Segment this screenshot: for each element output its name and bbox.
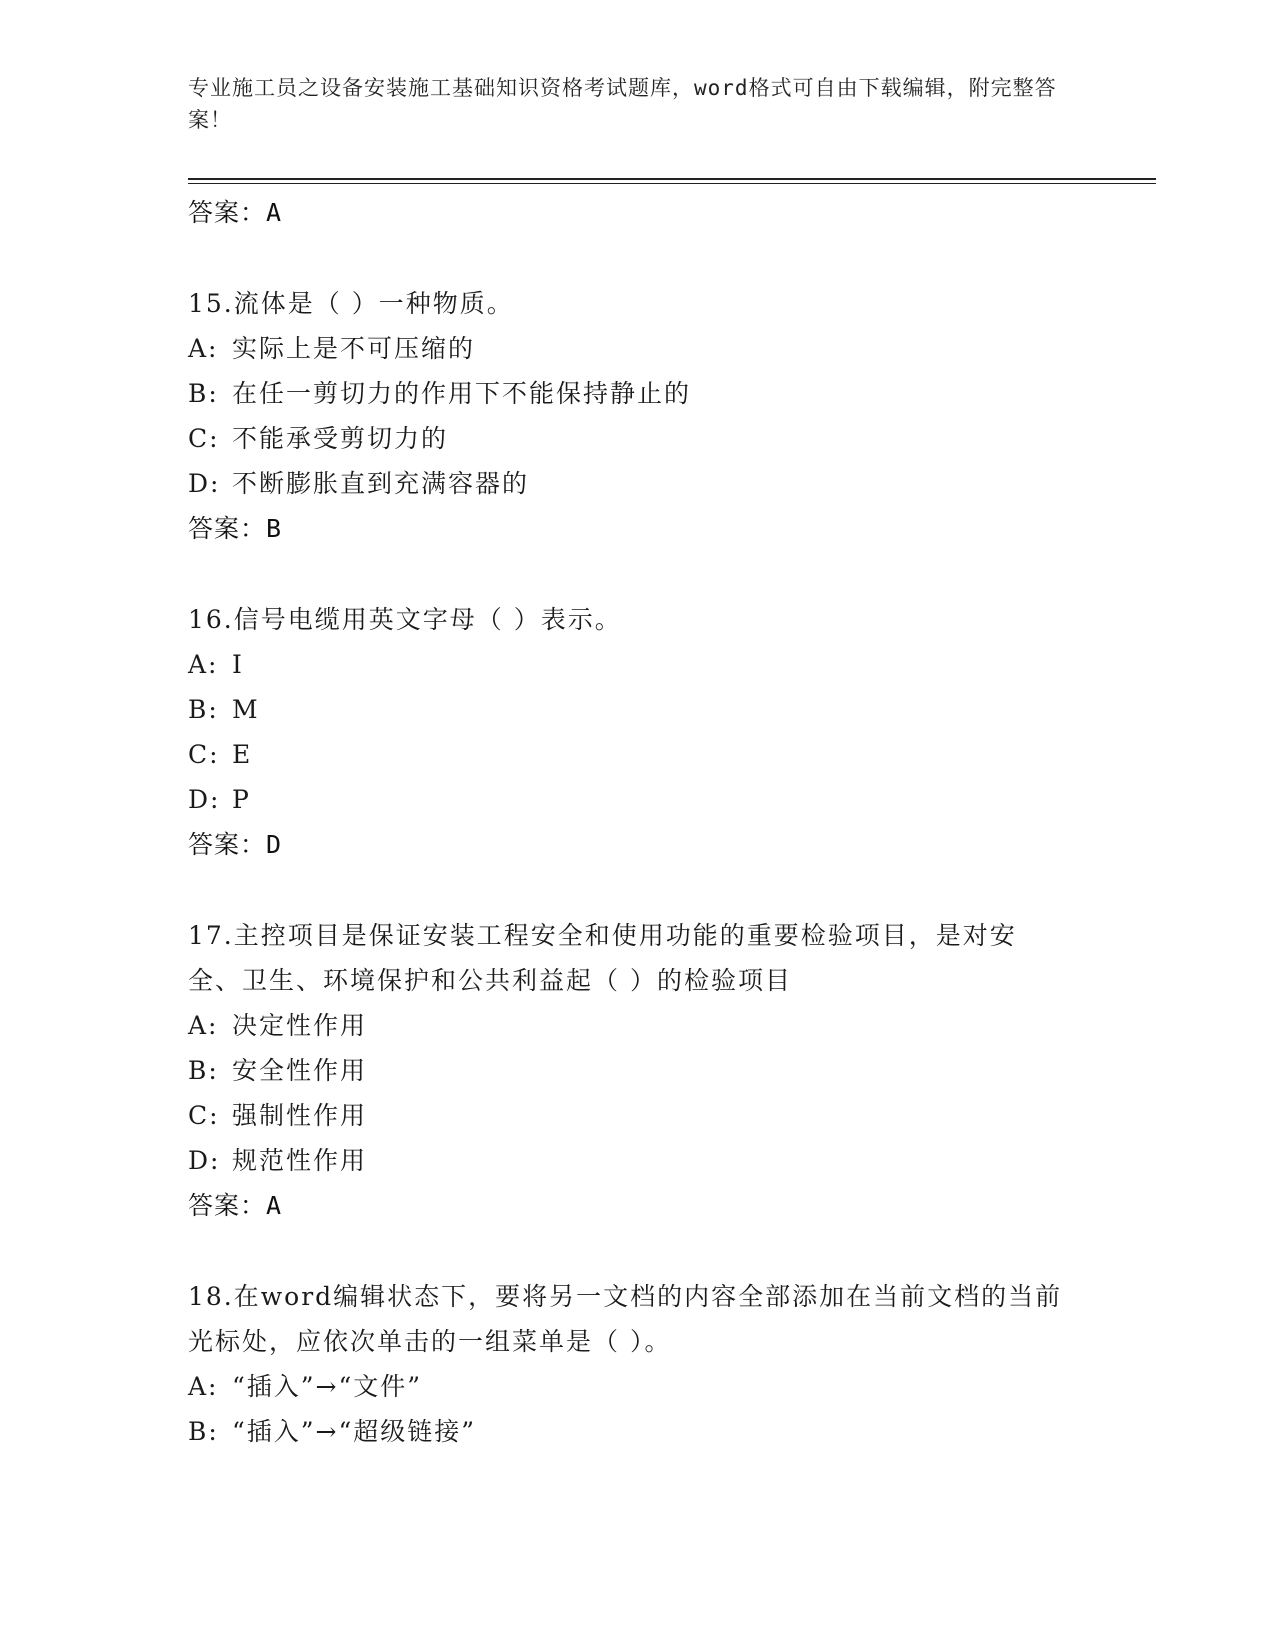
question-list (188, 190, 1088, 1454)
header-divider (188, 178, 1156, 180)
question-18 (188, 1274, 1088, 1454)
option-text: 在任一剪切力的作用下不能保持静止的 (232, 379, 692, 408)
option-c (188, 732, 1088, 777)
option-c (188, 1093, 1088, 1138)
option-text: 不断膨胀直到充满容器的 (232, 469, 530, 498)
option-a (188, 1003, 1088, 1048)
option-b (188, 1048, 1088, 1093)
option-text: “插入”→“超级链接” (232, 1417, 477, 1446)
spacer (188, 551, 1088, 597)
option-text: 规范性作用 (232, 1146, 368, 1175)
answer-line (188, 190, 1088, 235)
option-text: 决定性作用 (232, 1011, 368, 1040)
answer-label: 答案： (188, 1191, 267, 1220)
answer-value: B (266, 514, 283, 543)
option-letter: B: (188, 1056, 219, 1085)
option-text: 安全性作用 (232, 1056, 368, 1085)
option-letter: C: (188, 740, 220, 769)
header-divider-thin (188, 183, 1156, 184)
option-d (188, 1138, 1088, 1183)
option-letter: B: (188, 1417, 219, 1446)
option-a (188, 326, 1088, 371)
option-letter: A: (188, 1011, 219, 1040)
question-stem: 15.流体是（ ）一种物质。 (188, 289, 514, 318)
answer-value: A (266, 198, 283, 227)
option-text: 强制性作用 (232, 1101, 368, 1130)
option-letter: D: (188, 469, 221, 498)
answer-label: 答案： (188, 830, 267, 859)
option-b (188, 687, 1088, 732)
option-a (188, 1364, 1088, 1409)
option-b (188, 1409, 1088, 1454)
option-text: I (232, 650, 244, 679)
option-b (188, 371, 1088, 416)
document-header: 专业施工员之设备安装施工基础知识资格考试题库，word格式可自由下载编辑，附完整答案！ (188, 76, 1057, 132)
spacer (188, 235, 1088, 281)
option-letter: C: (188, 1101, 220, 1130)
option-letter: A: (188, 334, 219, 363)
answer-label: 答案： (188, 514, 267, 543)
answer-label: 答案： (188, 198, 267, 227)
question-stem: 18.在word编辑状态下，要将另一文档的内容全部添加在当前文档的当前光标处，应依次单击的一组菜单是（ ）。 (188, 1282, 1063, 1356)
answer-value: D (266, 830, 283, 859)
question-15 (188, 281, 1088, 551)
option-letter: A: (188, 650, 219, 679)
answer-line (188, 822, 1088, 867)
option-letter: B: (188, 695, 219, 724)
option-letter: C: (188, 424, 220, 453)
question-16 (188, 597, 1088, 867)
option-text: 不能承受剪切力的 (232, 424, 449, 453)
option-text: E (232, 740, 253, 769)
option-text: M (232, 695, 260, 724)
option-text: 实际上是不可压缩的 (232, 334, 476, 363)
option-letter: D: (188, 785, 221, 814)
question-stem: 16.信号电缆用英文字母（ ）表示。 (188, 605, 622, 634)
question-17 (188, 913, 1088, 1228)
question-stem: 17.主控项目是保证安装工程安全和使用功能的重要检验项目，是对安全、卫生、环境保护和公共利益起（ ）的检验项目 (188, 921, 1017, 995)
option-d (188, 461, 1088, 506)
spacer (188, 867, 1088, 913)
option-c (188, 416, 1088, 461)
answer-line (188, 506, 1088, 551)
option-text: “插入”→“文件” (232, 1372, 423, 1401)
answer-value: A (266, 1191, 283, 1220)
option-d (188, 777, 1088, 822)
spacer (188, 1228, 1088, 1274)
option-letter: B: (188, 379, 219, 408)
option-letter: D: (188, 1146, 221, 1175)
answer-line (188, 1183, 1088, 1228)
option-a (188, 642, 1088, 687)
option-text: P (232, 785, 251, 814)
option-letter: A: (188, 1372, 219, 1401)
